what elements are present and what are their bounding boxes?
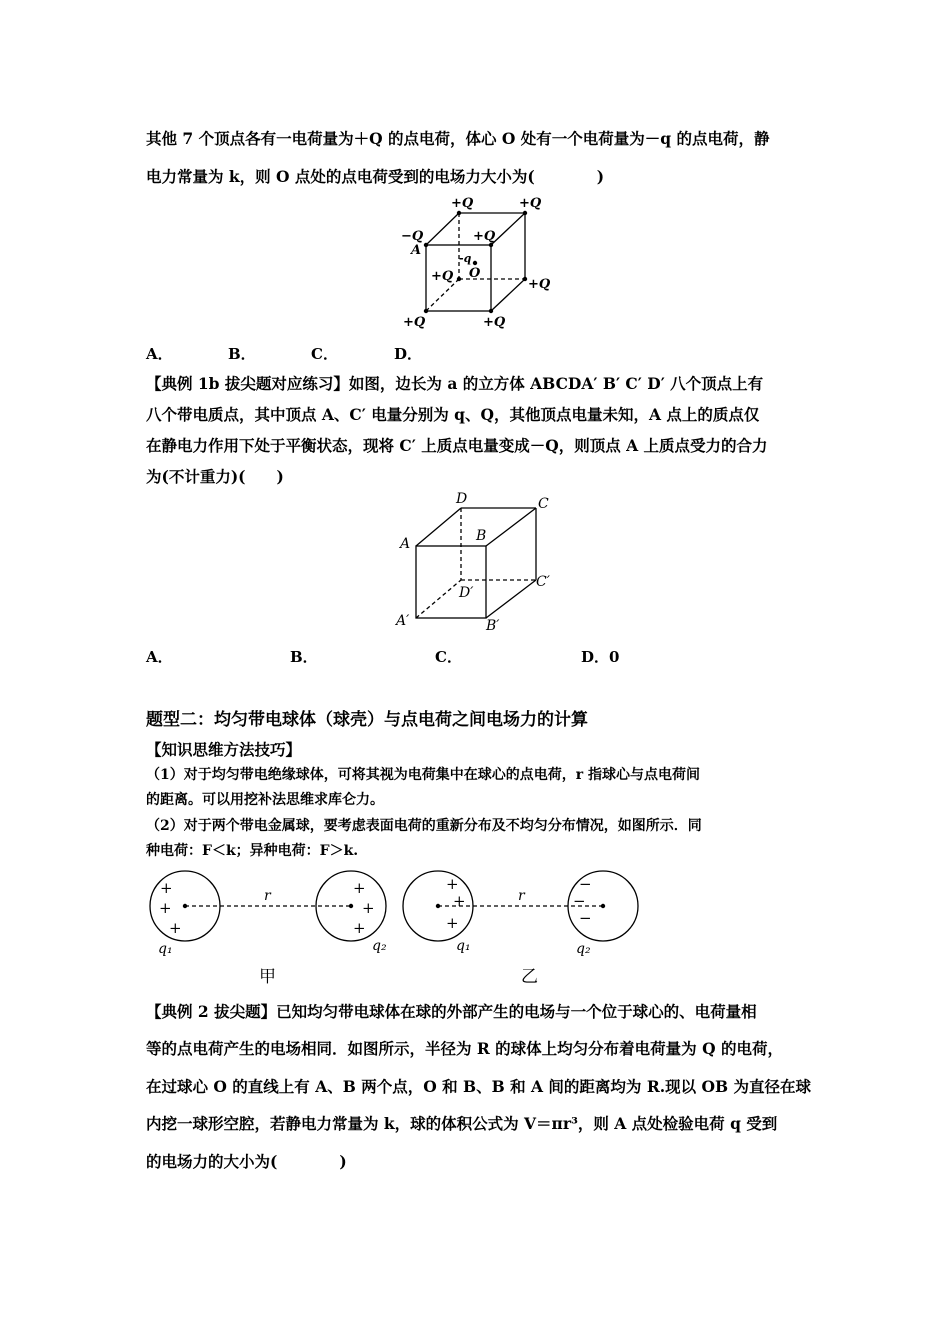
problem1-line-1: 其他 7 个顶点各有一电荷量为＋Q 的点电荷，体心 O 处有一个电荷量为－q 的点电荷，静 <box>146 129 770 148</box>
problem1b-option-c: C． <box>435 648 462 666</box>
label-bottom-back-right: +Q <box>528 277 551 292</box>
problem1b-line-2: 八个带电质点，其中顶点 A、C′ 电量分别为 q、Q，其他顶点电量未知，A 点上的质点仅 <box>146 405 760 424</box>
problem2-line-2: 等的点电荷产生的电场相同．如图所示，半径为 R 的球体上均匀分布着电荷量为 Q 的电荷， <box>146 1039 783 1058</box>
problem2-line-3: 在过球心 O 的直线上有 A、B 两个点，O 和 B、B 和 A 间的距离均为 R.现以 OB 为直径在球 <box>146 1077 811 1096</box>
problem1b-option-d: D．0 <box>581 648 620 666</box>
sphere2-plus-2: + <box>362 899 375 917</box>
sphere3-plus-1: + <box>446 875 459 893</box>
label-bottom-front-right: +Q <box>483 315 506 330</box>
section-title: 题型二：均匀带电球体（球壳）与点电荷之间电场力的计算 <box>146 710 588 730</box>
section-line-3: （2）对于两个带电金属球，要考虑表面电荷的重新分布及不均匀分布情况，如图所示．同 <box>146 818 702 834</box>
label-top-back-right: +Q <box>519 196 542 211</box>
problem1b-line-1: 【典例 1b 拔尖题对应练习】如图，边长为 a 的立方体 ABCDA′ B′ C′ D′ 八个顶点上有 <box>146 374 764 393</box>
problem1-option-d: D． <box>394 345 423 363</box>
cube-abcd-figure <box>390 490 565 635</box>
sphere3-plus-3: + <box>446 914 459 932</box>
problem1-option-c: C． <box>311 345 338 363</box>
label-b-prime: B′ <box>486 618 500 634</box>
label-top-back-left: +Q <box>451 196 474 211</box>
label-vertex-a: A <box>411 243 422 258</box>
label-bottom-back-left: +Q <box>431 269 454 284</box>
problem1b-line-3: 在静电力作用下处于平衡状态，现将 C′ 上质点电量变成－Q，则顶点 A 上质点受力的合力 <box>146 436 768 455</box>
sphere1-plus-3: + <box>169 919 182 937</box>
problem1b-option-a: A． <box>146 648 173 666</box>
sphere1-plus-2: + <box>159 899 172 917</box>
label-q2-right: q₂ <box>576 941 591 957</box>
label-b: B <box>476 528 487 544</box>
label-a-prime: A′ <box>396 613 410 629</box>
section-line-4: 种电荷：F＜k；异种电荷：F＞k. <box>146 843 359 859</box>
problem2-line-1: 【典例 2 拔尖题】已知均匀带电球体在球的外部产生的电场与一个位于球心的、电荷量相 <box>146 1002 757 1021</box>
label-q1-right: q₁ <box>456 938 471 954</box>
label-center-charge: -q <box>459 252 472 265</box>
label-c: C <box>538 496 549 512</box>
caption-jia: 甲 <box>259 967 276 987</box>
problem1b-option-b: B． <box>290 648 318 666</box>
distance-r-right: r <box>518 888 525 904</box>
label-center-o: O <box>469 266 481 281</box>
problem1-line-2: 电力常量为 k，则 O 点处的点电荷受到的电场力大小为( ) <box>146 167 605 186</box>
caption-yi: 乙 <box>521 967 538 987</box>
sphere1-plus-1: + <box>160 879 173 897</box>
label-bottom-front-left: +Q <box>403 315 426 330</box>
label-c-prime: C′ <box>536 574 550 590</box>
sphere3-plus-2: + <box>453 892 466 910</box>
problem1-option-a: A． <box>146 345 173 363</box>
sphere2-plus-1: + <box>353 879 366 897</box>
section-line-1: （1）对于均匀带电绝缘球体，可将其视为电荷集中在球心的点电荷，r 指球心与点电荷间 <box>146 767 700 783</box>
spheres-figure <box>140 862 650 990</box>
section-subtitle: 【知识思维方法技巧】 <box>146 740 302 759</box>
problem2-line-5: 的电场力的大小为( ) <box>146 1152 347 1171</box>
sphere2-plus-3: + <box>353 919 366 937</box>
sphere4-minus-3: − <box>579 909 592 927</box>
cube-charges-figure <box>395 192 555 332</box>
label-top-front-right: +Q <box>473 229 496 244</box>
label-q2-left: q₂ <box>372 938 387 954</box>
label-d-prime: D′ <box>459 585 474 601</box>
section-line-2: 的距离。可以用挖补法思维求库仑力。 <box>146 792 384 808</box>
problem2-line-4: 内挖一球形空腔，若静电力常量为 k，球的体积公式为 V＝πr³，则 A 点处检验电荷 q 受到 <box>146 1114 778 1133</box>
label-d: D <box>456 491 468 507</box>
distance-r-left: r <box>264 888 271 904</box>
problem1b-line-4: 为(不计重力)( ) <box>146 467 284 486</box>
label-top-front-left: −Q <box>401 229 424 244</box>
label-a: A <box>400 536 411 552</box>
problem1-option-b: B． <box>228 345 256 363</box>
sphere4-minus-1: − <box>579 875 592 893</box>
label-q1-left: q₁ <box>158 941 173 957</box>
sphere4-minus-2: − <box>573 892 586 910</box>
